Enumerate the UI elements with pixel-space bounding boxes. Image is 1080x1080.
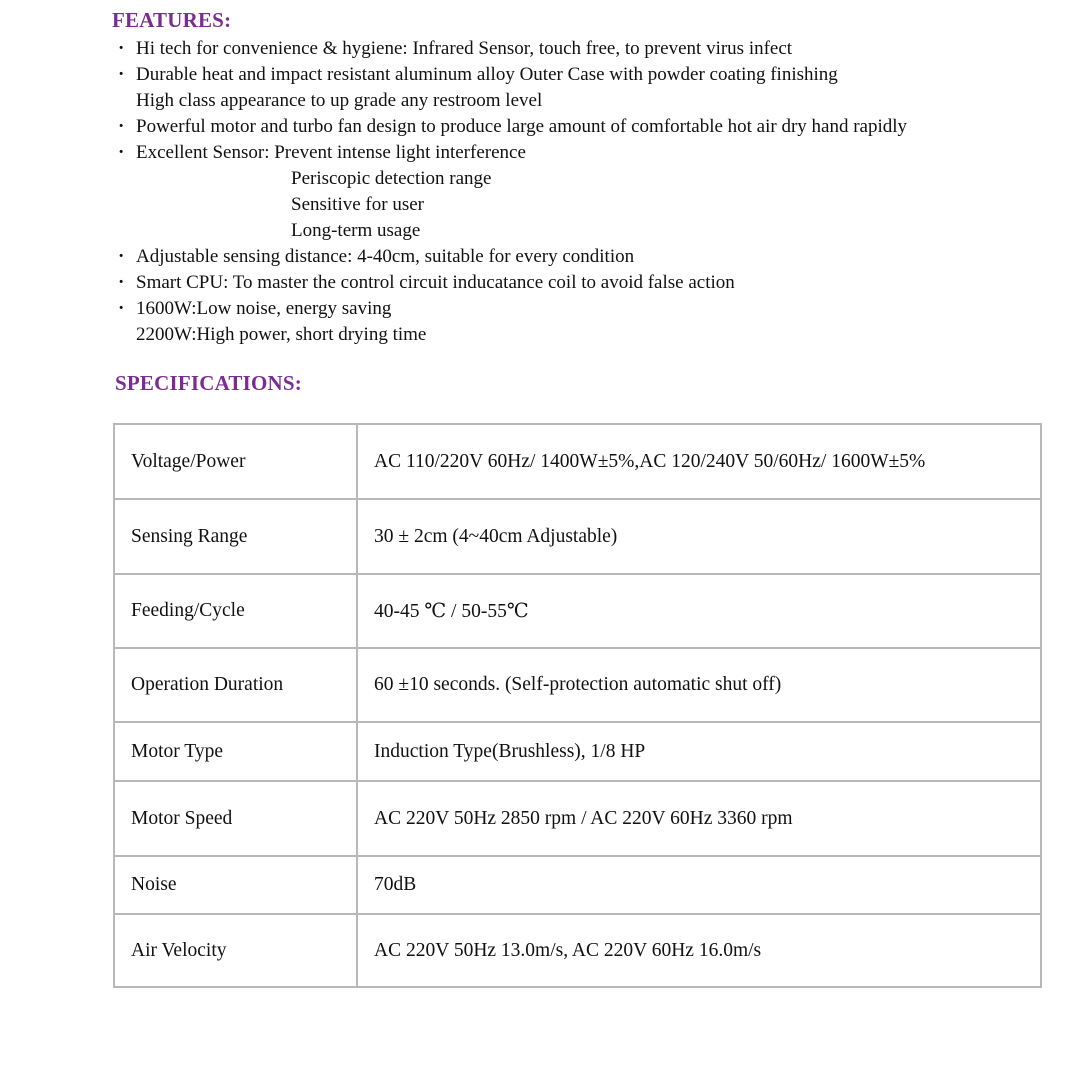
feature-item [116,62,1066,114]
table-row [114,499,1041,574]
feature-item [116,140,1066,244]
bullet-icon: · [118,272,125,293]
table-row [114,648,1041,722]
feature-line: 1600W:Low noise, energy saving [136,298,392,319]
spec-value: 70dB [357,856,1041,914]
feature-line: 2200W:High power, short drying time [136,324,427,345]
spec-value: 30 ± 2cm (4~40cm Adjustable) [357,499,1041,574]
spec-label: Sensing Range [114,499,357,574]
spec-value: Induction Type(Brushless), 1/8 HP [357,722,1041,781]
feature-item [116,244,1066,270]
spec-value: 40-45 ℃ / 50-55℃ [357,574,1041,648]
feature-line: Hi tech for convenience & hygiene: Infrared Sensor, touch free, to prevent virus infect [136,38,793,59]
feature-line: Smart CPU: To master the control circuit inducatance coil to avoid false action [136,272,735,293]
spec-value: 60 ±10 seconds. (Self-protection automatic shut off) [357,648,1041,722]
spec-label: Operation Duration [114,648,357,722]
specifications-heading: SPECIFICATIONS: [115,371,302,395]
spec-label: Feeding/Cycle [114,574,357,648]
feature-sub-line: Sensitive for user [291,194,424,215]
spec-value: AC 220V 50Hz 13.0m/s, AC 220V 60Hz 16.0m/s [357,914,1041,987]
spec-value: AC 110/220V 60Hz/ 1400W±5%,AC 120/240V 50/60Hz/ 1600W±5% [357,424,1041,499]
feature-sub-line: Periscopic detection range [291,168,492,189]
bullet-icon: · [118,116,125,137]
spec-label: Air Velocity [114,914,357,987]
bullet-icon: · [118,64,125,85]
feature-line: Excellent Sensor: Prevent intense light interference [136,142,526,163]
table-row [114,914,1041,987]
spec-value: AC 220V 50Hz 2850 rpm / AC 220V 60Hz 3360 rpm [357,781,1041,856]
bullet-icon: · [118,246,125,267]
feature-item [116,114,1066,140]
feature-item [116,270,1066,296]
bullet-icon: · [118,142,125,163]
spec-label: Motor Type [114,722,357,781]
feature-line: High class appearance to up grade any restroom level [136,90,543,111]
feature-line: Durable heat and impact resistant aluminum alloy Outer Case with powder coating finishing [136,64,838,85]
feature-sub-line: Long-term usage [291,220,421,241]
feature-line: Powerful motor and turbo fan design to produce large amount of comfortable hot air dry hand rapidly [136,116,908,137]
specifications-table [113,423,1042,988]
table-row [114,722,1041,781]
spec-label: Voltage/Power [114,424,357,499]
spec-label: Motor Speed [114,781,357,856]
feature-line: Adjustable sensing distance: 4-40cm, suitable for every condition [136,246,635,267]
spec-label: Noise [114,856,357,914]
feature-item [116,296,1066,348]
bullet-icon: · [118,38,125,59]
table-row [114,424,1041,499]
table-row [114,781,1041,856]
bullet-icon: · [118,298,125,319]
feature-item [116,36,1066,62]
features-list [116,36,1066,348]
table-row [114,574,1041,648]
table-row [114,856,1041,914]
features-heading: FEATURES: [112,8,232,32]
